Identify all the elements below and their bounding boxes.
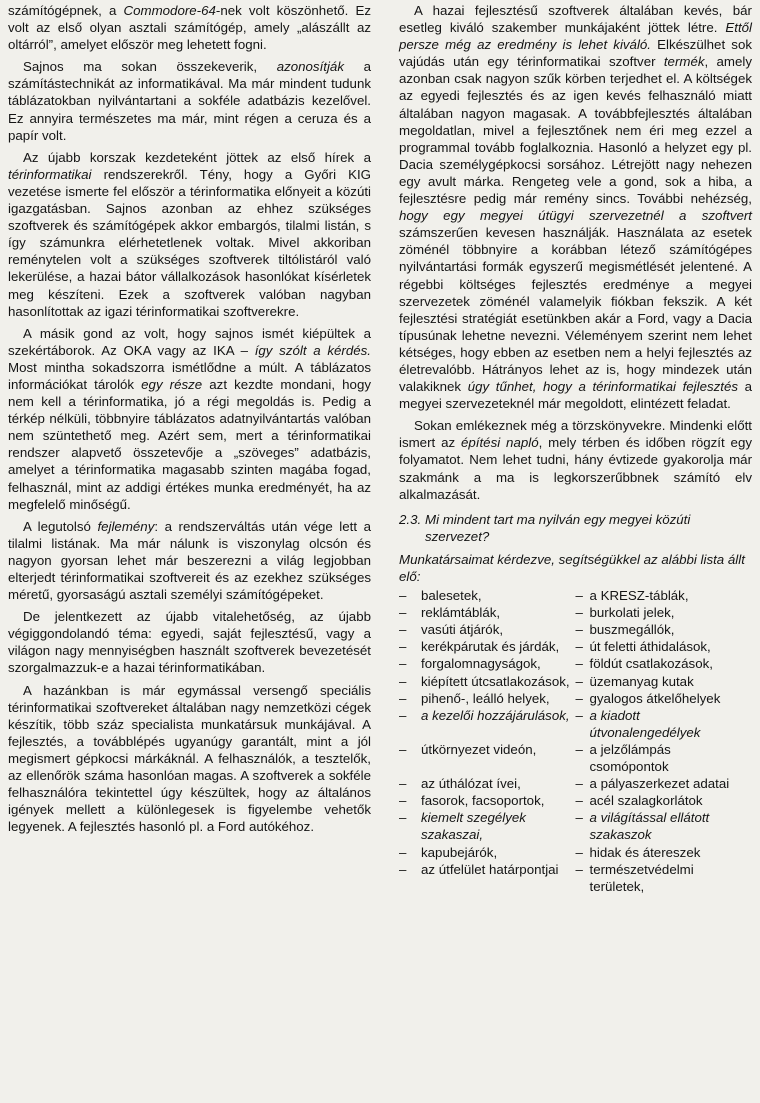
list-item-left — [399, 844, 576, 861]
left-paragraph — [8, 58, 371, 143]
list-item-right — [576, 587, 753, 604]
list-dash: – — [575, 690, 583, 706]
left-paragraph — [8, 518, 371, 603]
list-item-right — [576, 690, 753, 707]
list-dash: – — [399, 861, 407, 877]
list-dash: – — [399, 622, 407, 638]
list-item-left — [399, 690, 576, 707]
text-run: számítógépnek, a — [8, 3, 124, 18]
list-item-left — [399, 587, 576, 604]
text-run: rendszerekről. Tény, hogy a Győri KIG vezetése ismerte fel először a térinformatika előnyeit a közúti igazgatásban. Sajnos azonban az ehhez szükséges szoftverek és számítógépek akkor embargós, tilalmi listán, s így számunkra elérhetetlenek voltak. Mivel akkoriban reménytelen volt a szükséges szoftverek tiltólistáról való lekerülése, a hazai bátor vállalkozások hasonlókat kísérletek meg készíteni. Ezek a szoftverek valóban nagyban hasonlítottak az igazi térinformatikai szoftverekre. — [8, 166, 371, 319]
list-item-text: gyalogos átkelőhelyek — [589, 690, 721, 706]
italic-emphasis: úgy tűnhet, hogy a térinformatikai fejlesztés — [467, 379, 738, 395]
list-item-text: az úthálózat ívei, — [421, 776, 521, 792]
right-text-column — [399, 2, 752, 895]
list-item-left — [399, 621, 576, 638]
list-dash: – — [575, 639, 583, 655]
list-item-text: útkörnyezet videón, — [421, 741, 537, 757]
italic-emphasis: térinformatikai — [8, 166, 92, 182]
list-item-text: a KRESZ-táblák, — [589, 588, 689, 604]
list-item-text: természetvédelmi területek, — [589, 861, 694, 894]
list-item-right — [576, 604, 753, 621]
left-text-column — [8, 2, 371, 840]
italic-emphasis: egy része — [141, 376, 203, 392]
registry-list — [399, 587, 752, 895]
list-item-text: kapubejárók, — [421, 844, 498, 860]
list-item-left — [399, 707, 576, 741]
list-item-right — [576, 707, 753, 741]
list-item-left — [399, 775, 576, 792]
italic-emphasis: azonosítják — [276, 59, 344, 75]
list-item-text: pihenő-, leálló helyek, — [421, 690, 550, 706]
list-dash: – — [399, 776, 407, 792]
list-item-right — [576, 741, 753, 775]
text-run: a számítástechnikát az informatikával. Ma már mindent tudunk táblázatokban nyilvántartani a sokféle adatbázis kezelővel. Ez annyira természetes ma már, mint régen a ceruza és a papír volt. — [8, 59, 371, 143]
list-item-text: kiépített útcsatlakozások, — [421, 673, 570, 689]
text-run: Sajnos ma sokan összekeverik, — [23, 59, 277, 75]
list-item-left — [399, 792, 576, 809]
italic-emphasis: Commodore-64 — [123, 3, 216, 18]
list-item-left — [399, 638, 576, 655]
list-dash: – — [575, 810, 583, 826]
list-dash: – — [575, 656, 583, 672]
italic-emphasis: Ettől persze még az eredmény is lehet kiváló. — [399, 20, 752, 53]
list-item-text: a jelzőlámpás csomópontok — [589, 741, 671, 775]
italic-emphasis: hogy egy megyei útügyi szervezetnél a szoftvert — [399, 208, 752, 224]
text-run: Az újabb korszak kezdeteként jöttek az első hírek a — [23, 149, 371, 165]
list-item-left — [399, 604, 576, 621]
list-item-right — [576, 673, 753, 690]
list-item-text: földút csatlakozások, — [589, 656, 713, 672]
text-run: Sokan emlékeznek még a törzskönyvekre. Mindenki előtt ismert az — [399, 418, 752, 451]
list-item-text: út feletti áthidalások, — [589, 639, 711, 655]
list-item-left — [399, 741, 576, 775]
list-item-text: a világítással ellátott szakaszok — [589, 810, 710, 843]
text-run: a megyei szervezeteknél már megoldott, elintézett feladat. — [399, 379, 753, 412]
list-item-text: a pályaszerkezet adatai — [589, 776, 730, 792]
list-item-right — [576, 861, 753, 895]
list-item-text: vasúti átjárók, — [421, 622, 504, 638]
list-item-text: a kezelői hozzájárulások, — [421, 707, 570, 723]
list-item-text: fasorok, facsoportok, — [421, 793, 545, 809]
list-dash: – — [399, 605, 407, 621]
text-run: számszerűen kevesen használják. Használata az esetek zöménél többnyire a korábban létező számítógépes nyilvántartási formák egyszerű megismétlését jelentené. A régebbi költséges fejlesztés eredménye a megyei szervezetek zöménél valamelyik fiókban fekszik. A két fejlesztési stratégiát esetünkben akár a Ford, vagy a Dacia típusúnak lehetne nevezni. Véleményem szerint nem lehet kétséges, hogy ebben az esetben nem a helyi fejlesztés az életrevalóbb. Hátrányos lehet az is, hogy mindezek után valakiknek — [399, 225, 752, 395]
italic-emphasis: fejlemény — [97, 518, 155, 534]
text-run: A legutolsó — [23, 518, 98, 534]
list-item-text: buszmegállók, — [589, 622, 675, 638]
list-item-right — [576, 621, 753, 638]
list-item-text: a kiadott útvonalengedélyek — [589, 707, 701, 740]
list-dash: – — [575, 588, 583, 604]
italic-emphasis: termék — [663, 54, 705, 70]
text-run: Most mintha sokadszorra ismétlődne a múlt. A táblázatos információkat tárolók — [8, 359, 371, 392]
text-run: De jelentkezett az újabb vitalehetőség, az újabb végiggondolandó téma: egyedi, saját fejlesztésű, vagy a világon nagy mennyiségben használt szoftverek bevezetését szorgalmazzuk-e a hazai térinformatikában. — [8, 609, 371, 676]
list-item-text: az útfelület határpontjai — [421, 861, 559, 877]
list-item-right — [576, 638, 753, 655]
list-dash: – — [399, 656, 407, 672]
text-run: -nek volt köszönhető. Ez volt az első olyan asztali számítógép, amely „alászállt az oltárról”, amelyet először meg lehetett fogni. — [8, 3, 372, 53]
list-dash: – — [575, 793, 583, 809]
list-item-right — [576, 792, 753, 809]
list-intro: Munkatársaimat kérdezve, segítségükkel az alábbi lista állt elő: — [399, 551, 745, 584]
list-item-text: forgalomnagyságok, — [421, 656, 541, 672]
list-item-left — [399, 809, 576, 843]
right-paragraphs — [399, 2, 752, 503]
list-dash: – — [575, 707, 583, 723]
list-item-text: burkolati jelek, — [589, 605, 675, 621]
list-item-left — [399, 673, 576, 690]
list-item-left — [399, 861, 576, 895]
section-number: 2.3. — [399, 511, 422, 527]
list-dash: – — [399, 690, 407, 706]
list-item-right — [576, 844, 753, 861]
list-item-right — [576, 655, 753, 672]
italic-emphasis: így szólt a kérdés. — [254, 342, 371, 358]
list-dash: – — [399, 673, 407, 689]
list-item-left — [399, 655, 576, 672]
left-paragraph — [8, 2, 371, 53]
list-dash: – — [575, 622, 583, 638]
list-dash: – — [399, 810, 407, 826]
text-run: A hazánkban is már egymással versengő speciális térinformatikai szoftvereket általában nagy nemzetközi cégek készítik, több száz specialista munkatársuk munkájával. A fejlesztés, a továbblépés ugyanúgy garantált, mint a jól megismert gépkocsi márkáknál. A felhasználók, a tesztelők, az ellenőrök száma hasonlóan magas. A szoftverek a sokféle felhasználóra tekintettel úgy készültek, hogy az általános igények mellett a különlegesek is figyelembe vehetők legyenek. A fejlesztés hasonló pl. a Ford autókéhoz. — [8, 682, 371, 835]
left-paragraph — [8, 682, 371, 836]
list-dash: – — [575, 605, 583, 621]
list-item-text: üzemanyag kutak — [589, 673, 694, 689]
section-title: Mi mindent tart ma nyilván egy megyei közúti szervezet? — [425, 511, 691, 544]
list-dash: – — [575, 776, 583, 792]
list-dash: – — [399, 639, 407, 655]
list-dash: – — [399, 588, 407, 604]
left-paragraph — [8, 608, 371, 676]
list-item-right — [576, 809, 753, 843]
list-item-text: kerékpárutak és járdák, — [421, 639, 560, 655]
list-dash: – — [575, 861, 583, 877]
list-item-right — [576, 775, 753, 792]
list-item-text: kiemelt szegélyek szakaszai, — [421, 810, 526, 843]
list-item-text: reklámtáblák, — [421, 605, 501, 621]
list-item-text: acél szalagkorlátok — [589, 793, 703, 809]
text-run: A másik gond az volt, hogy sajnos ismét kiépültek a szekértáborok. Az OKA vagy az IKA – — [8, 325, 371, 358]
list-dash: – — [399, 707, 407, 723]
left-paragraph — [8, 149, 371, 320]
section-heading — [399, 511, 752, 545]
list-item-text: hidak és átereszek — [589, 844, 701, 860]
text-run: azt kezdte mondani, hogy nem kell a térinformatika, jó a régi megoldás is. Pedig a térkép nélküli, többnyire táblázatos adatnyilvántartás valóban nem szüntethető meg. Azért sem, mert a térinformatikai rendszer alapvető összetevője a „szöveges” adatbázis, amelyet a térinformatika magasabb szinten magába fogad, felhasznál, mint az addigi értékes munka eredményét, ha az megfelelő minőségű. — [8, 376, 371, 512]
right-paragraph — [399, 2, 752, 412]
text-run: , mely térben és időben rögzít egy folyamatot. Nem lehet tudni, hány évtizede gyakorolja már szakmánk a ma is legkorszerűbbnek számító elv alkalmazását. — [399, 435, 752, 502]
left-paragraph — [8, 325, 371, 513]
italic-emphasis: építési napló — [461, 435, 539, 451]
list-dash: – — [399, 793, 407, 809]
list-dash: – — [575, 673, 583, 689]
text-run: A hazai fejlesztésű szoftverek általában kevés, bár esetleg kiváló szakember munkájaként jöttek létre. — [399, 3, 752, 36]
list-dash: – — [575, 741, 583, 757]
text-run: : a rendszerváltás után vége lett a tilalmi listának. Ma már nálunk is viszonylag olcsón és nagyon gyorsan lehet már beszerezni a világ legjobban elterjedt térinformatikai szoftvereit és az ezekhez szükséges méretű, gyorsaságú asztali személyi számítógépeket. — [8, 518, 371, 603]
list-dash: – — [399, 741, 407, 757]
list-dash: – — [575, 844, 583, 860]
right-paragraph — [399, 417, 752, 502]
text-run: , amely azonban csak nagyon szűk körben terjedhet el. A költségek az egyedi fejlesztés és az igen kevés felhasználó miatt általában nagyon magasak. A továbbfejlesztés általában megoldatlan, mivel a fejlesztőnek nem éri meg ezzel a programmal tovább foglalkoznia. Hasonló a helyzet egy pl. Dacia személygépkocsi sorsához. Létrejött nagy nehezen egy avult márka. Rengeteg vele a gond, sok a hiba, a fejlesztésre pedig már remény sincs. További nehézség, — [399, 54, 752, 207]
text-run: Elkészülhet sok vajúdás után egy térinformatikai szoftver — [399, 37, 752, 70]
list-dash: – — [399, 844, 407, 860]
list-item-text: balesetek, — [421, 588, 482, 604]
